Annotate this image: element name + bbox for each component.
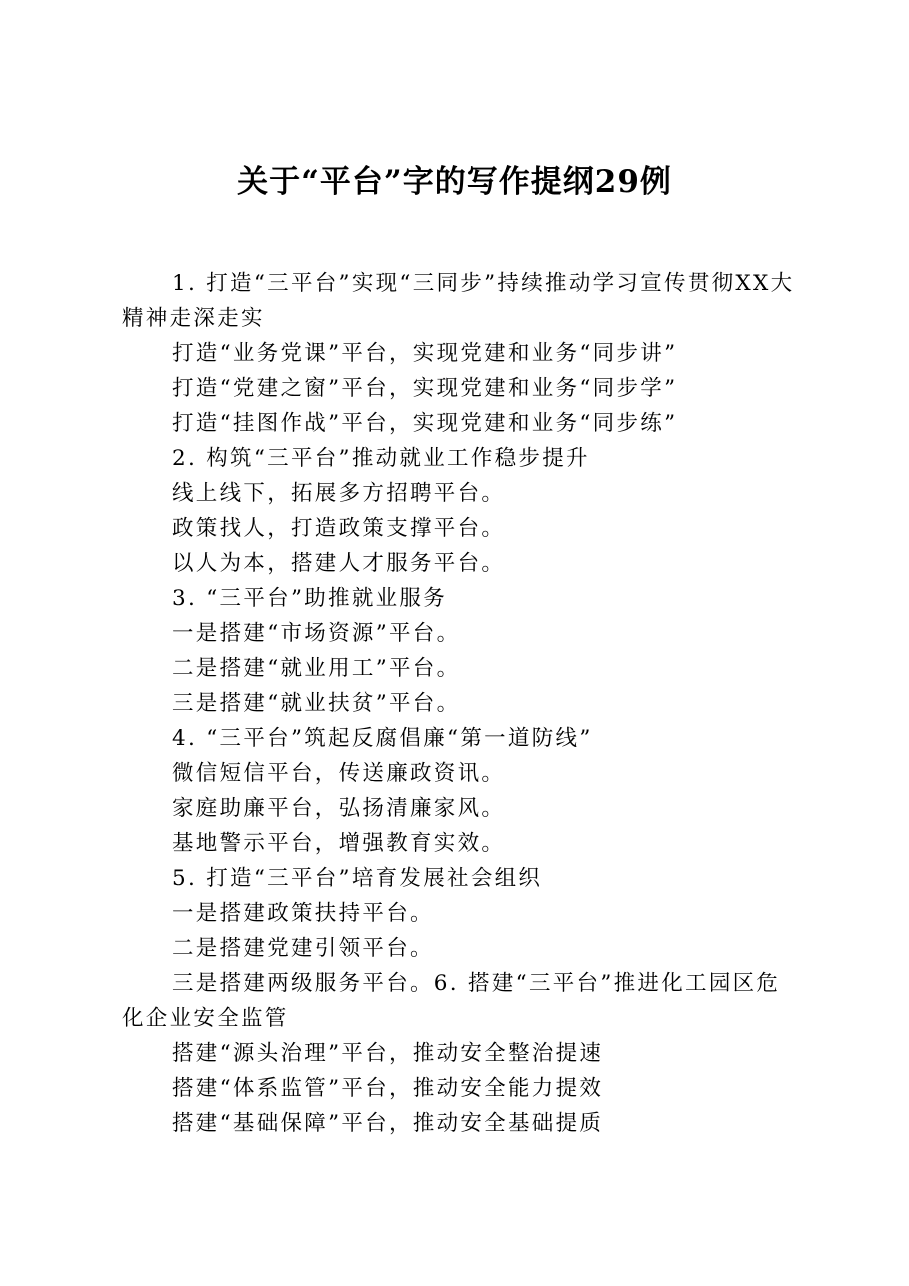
paragraph: 家庭助廉平台，弘扬清廉家风。 <box>172 796 506 821</box>
paragraph: 一是搭建“市场资源”平台。 <box>172 621 461 646</box>
paragraph: 一是搭建政策扶持平台。 <box>172 901 434 926</box>
paragraph: 打造“挂图作战”平台，实现党建和业务“同步练” <box>172 411 678 436</box>
document-title: 关于“平台”字的写作提纲29例 <box>237 164 672 200</box>
document-body <box>122 266 802 1141</box>
paragraph: 微信短信平台，传送廉政资讯。 <box>172 761 506 786</box>
paragraph: 5. 打造“三平台”培育发展社会组织 <box>172 866 543 891</box>
paragraph: 3. “三平台”助推就业服务 <box>172 586 448 611</box>
paragraph: 三是搭建“就业扶贫”平台。 <box>172 691 461 716</box>
paragraph: 二是搭建“就业用工”平台。 <box>172 656 461 681</box>
paragraph: 搭建“源头治理”平台，推动安全整治提速 <box>172 1041 604 1066</box>
paragraph: 二是搭建党建引领平台。 <box>172 936 434 961</box>
paragraph: 打造“业务党课”平台，实现党建和业务“同步讲” <box>172 341 678 366</box>
paragraph: 搭建“基础保障”平台，推动安全基础提质 <box>172 1111 604 1136</box>
paragraph: 线上线下，拓展多方招聘平台。 <box>172 481 506 506</box>
paragraph: 搭建“体系监管”平台，推动安全能力提效 <box>172 1076 604 1101</box>
paragraph: 政策找人，打造政策支撑平台。 <box>172 516 506 541</box>
paragraph: 三是搭建两级服务平台。6. 搭建“三平台”推进化工园区危化企业安全监管 <box>122 971 781 1031</box>
paragraph: 以人为本，搭建人才服务平台。 <box>172 551 506 576</box>
paragraph: 4. “三平台”筑起反腐倡廉“第一道防线” <box>172 726 593 751</box>
paragraph: 1. 打造“三平台”实现“三同步”持续推动学习宣传贯彻XX大精神走深走实 <box>122 271 795 331</box>
paragraph: 打造“党建之窗”平台，实现党建和业务“同步学” <box>172 376 678 401</box>
paragraph: 2. 构筑“三平台”推动就业工作稳步提升 <box>172 446 590 471</box>
paragraph: 基地警示平台，增强教育实效。 <box>172 831 506 856</box>
